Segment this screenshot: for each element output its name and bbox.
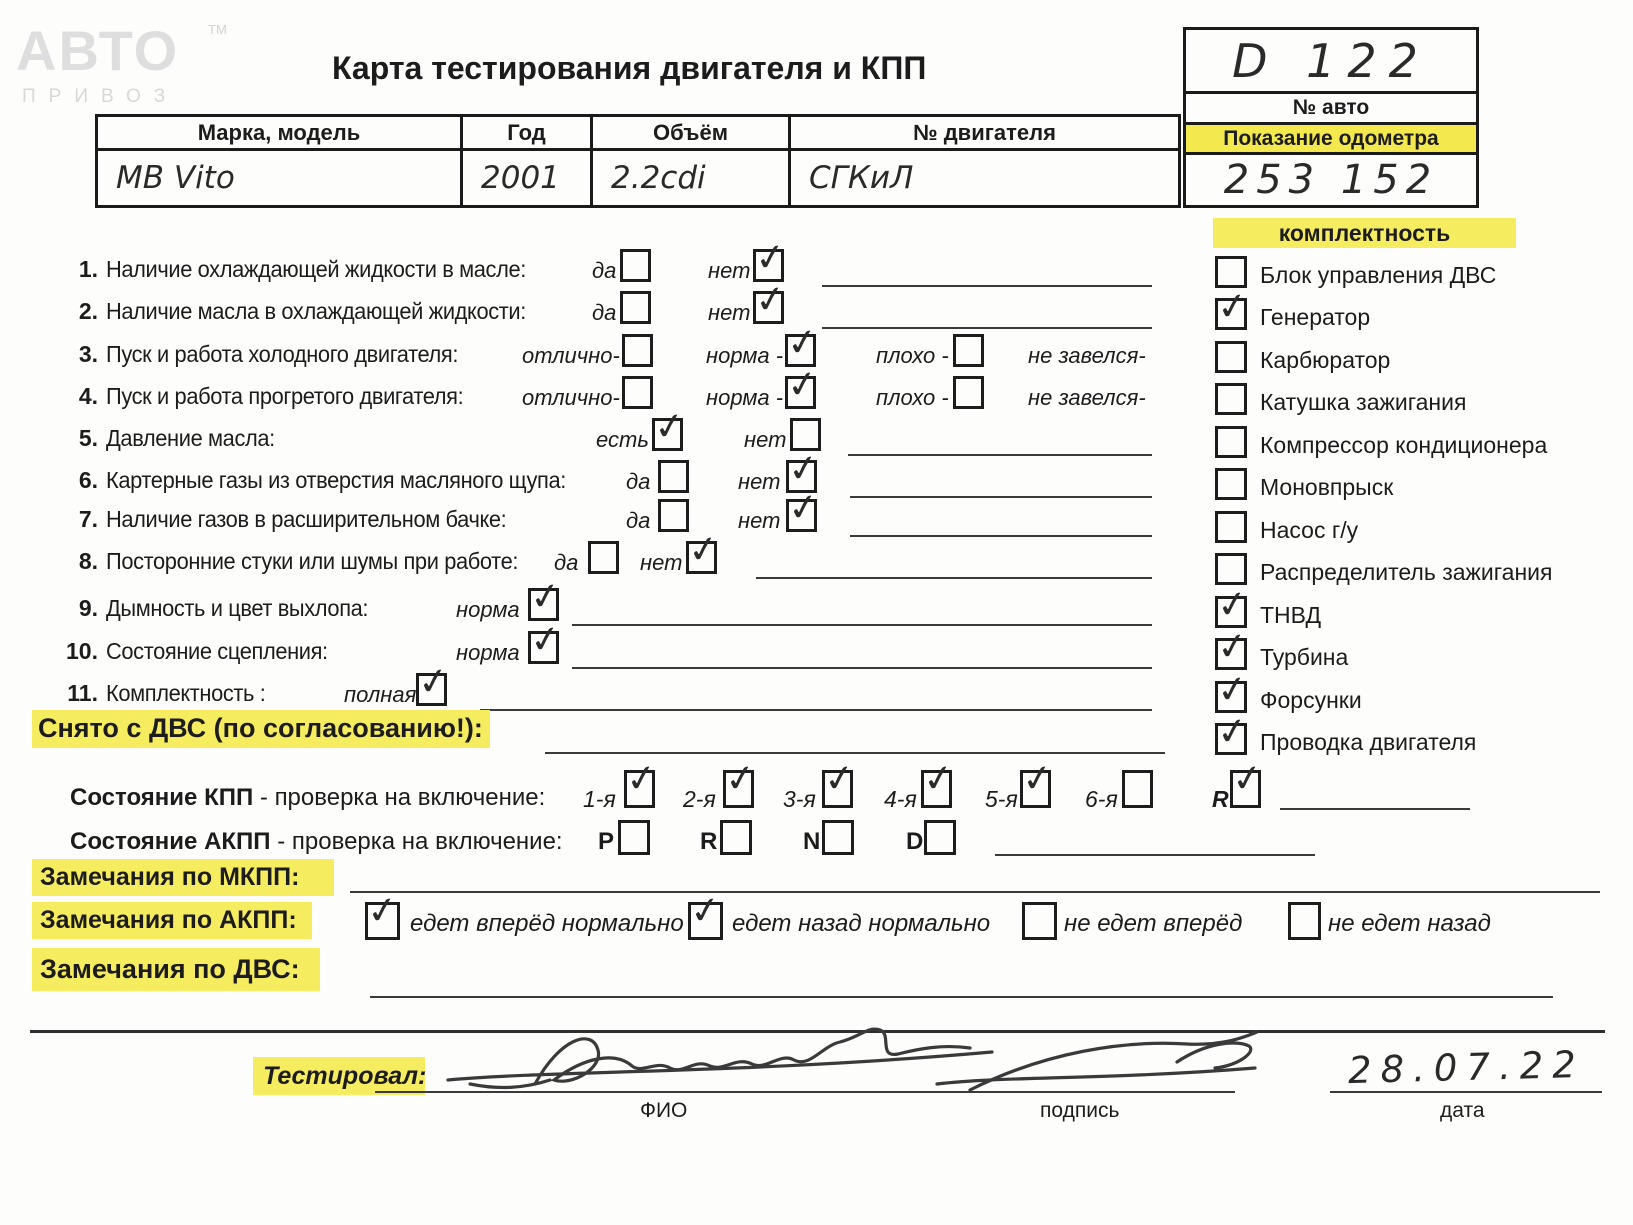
item-label: Дымность и цвет выхлопа: (106, 595, 369, 621)
position-label-n: N (803, 828, 821, 855)
checkbox-gear-6[interactable] (1122, 770, 1153, 808)
tester-signature (925, 1030, 1265, 1100)
equipment-label: Компрессор кондиционера (1260, 432, 1548, 458)
option-label-norma: норма - (706, 343, 784, 368)
gear-label-4: 4-я (884, 786, 917, 812)
remarks-mkpp-label: Замечания по МКПП: (32, 859, 334, 896)
checkbox-position-p[interactable] (618, 820, 650, 855)
col-header-volume: Объём (593, 117, 788, 151)
fill-line[interactable] (995, 854, 1315, 856)
checkbox-no-forward[interactable] (1022, 902, 1057, 940)
option-label-otlichno: отлично- (522, 343, 620, 368)
checkbox-da[interactable] (658, 499, 689, 532)
equipment-label: Насос г/у (1260, 517, 1359, 543)
position-label-r: R (700, 828, 718, 855)
option-label-net: нет (640, 550, 683, 575)
equipment-label: Проводка двигателя (1260, 729, 1477, 755)
item-label: Состояние сцепления: (106, 638, 328, 664)
gear-label-2: 2-я (683, 786, 716, 812)
auto-gearbox-label-rest: - проверка на включение: (270, 828, 563, 855)
engine-number-value: СГКиЛ (809, 160, 914, 196)
checkbox-ploho[interactable] (953, 376, 984, 409)
item-number: 6. (78, 467, 98, 493)
option-label-da: да (592, 258, 617, 283)
checkbox-gear-3[interactable] (822, 770, 853, 808)
checkbox-otlichno[interactable] (622, 334, 653, 367)
fill-line[interactable] (545, 752, 1165, 754)
akpp-option-label: не едет вперёд (1064, 910, 1243, 937)
item-label: Картерные газы из отверстия масляного щупа: (106, 467, 566, 493)
item-number: 1. (78, 256, 98, 282)
item-number: 8. (78, 548, 98, 574)
year-value: 2001 (481, 160, 560, 196)
gear-label-r: R (1212, 786, 1229, 812)
option-label-otlichno: отлично- (522, 385, 620, 410)
item-label: Комплектность : (106, 680, 266, 706)
col-header-engine-number: № двигателя (791, 117, 1178, 151)
checkbox-engine-wiring[interactable] (1215, 723, 1247, 755)
brand-logo: АВТО (16, 19, 180, 82)
equipment-label: Распределитель зажигания (1260, 559, 1553, 585)
page-title: Карта тестирования двигателя и КПП (332, 50, 927, 86)
checkbox-polnaya[interactable] (416, 673, 447, 706)
date-label: дата (1440, 1099, 1485, 1122)
brand-tm-mark: ТМ (208, 22, 227, 37)
brand-sub-label: ПРИВОЗ (22, 86, 179, 107)
gear-label-6: 6-я (1085, 786, 1118, 812)
item-label: Наличие охлаждающей жидкости в масле: (106, 256, 526, 282)
item-number: 11. (67, 680, 98, 706)
test-item-row-1 (0, 255, 1633, 295)
checkbox-da[interactable] (620, 291, 651, 324)
checkbox-est[interactable] (652, 418, 683, 451)
option-label-ne-zavelsya: не завелся- (1028, 385, 1146, 410)
item-label: Давление масла: (106, 425, 275, 451)
test-item-row-10 (0, 637, 1633, 677)
checkbox-net[interactable] (786, 499, 817, 532)
test-item-row-4 (0, 382, 1633, 422)
fill-line[interactable] (370, 996, 1553, 998)
item-label: Пуск и работа прогретого двигателя: (106, 383, 464, 409)
make-value: MB Vito (116, 160, 235, 196)
remarks-akpp-label: Замечания по АКПП: (32, 902, 312, 939)
fill-line[interactable] (572, 667, 1152, 669)
fill-line[interactable] (1280, 808, 1470, 810)
option-label-ploho: плохо - (876, 343, 949, 368)
checkbox-drives-forward[interactable] (365, 902, 400, 940)
option-label-polnaya: полная (344, 682, 417, 707)
auto-number-value: D 122 (1232, 33, 1430, 88)
option-label-norma: норма - (706, 385, 784, 410)
vehicle-table (95, 114, 1181, 208)
item-label: Посторонние стуки или шумы при работе: (106, 548, 519, 574)
checkbox-otlichno[interactable] (622, 376, 653, 409)
date-line[interactable] (1330, 1091, 1602, 1093)
fill-line[interactable] (480, 709, 1152, 711)
fill-line[interactable] (756, 577, 1152, 579)
gear-label-1: 1-я (583, 786, 616, 812)
checkbox-gear-1[interactable] (624, 770, 655, 808)
test-item-row-8 (0, 547, 1633, 587)
checkbox-position-d[interactable] (924, 820, 956, 855)
option-label-est: есть (596, 427, 649, 452)
option-label-net: нет (708, 258, 751, 283)
col-header-year: Год (463, 117, 590, 151)
akpp-option-label: едет назад нормально (732, 910, 991, 937)
fill-line[interactable] (572, 624, 1152, 626)
removed-from-engine-label: Снято с ДВС (по согласованию!): (32, 710, 490, 748)
option-label-net: нет (738, 508, 781, 533)
checkbox-position-r[interactable] (720, 820, 752, 855)
fill-line[interactable] (822, 327, 1152, 329)
equipment-label: Карбюратор (1260, 347, 1391, 373)
checkbox-gear-5[interactable] (1020, 770, 1051, 808)
equipment-label: Турбина (1260, 644, 1349, 670)
odometer-value: 253 152 (1186, 152, 1476, 205)
checkbox-da[interactable] (588, 541, 619, 574)
signature-label: подпись (1040, 1099, 1120, 1122)
fill-line[interactable] (848, 454, 1152, 456)
fill-line[interactable] (850, 535, 1152, 537)
fill-line[interactable] (350, 891, 1600, 893)
fio-label: ФИО (640, 1099, 688, 1122)
checkbox-norma[interactable] (785, 376, 816, 409)
item-number: 3. (78, 341, 98, 367)
equipment-label: Форсунки (1260, 687, 1362, 713)
tested-by-label: Тестировал: (253, 1057, 425, 1095)
gearbox-label-rest: - проверка на включение: (253, 784, 546, 811)
checkbox-norma[interactable] (528, 631, 559, 664)
option-label-da: да (626, 508, 651, 533)
item-number: 5. (78, 425, 98, 451)
fill-line[interactable] (822, 285, 1152, 287)
equipment-header: комплектность (1213, 218, 1516, 248)
option-label-net: нет (744, 427, 787, 452)
col-header-make: Марка, модель (98, 117, 460, 151)
equipment-label: Катушка зажигания (1260, 389, 1467, 415)
equipment-label: Блок управления ДВС (1260, 262, 1497, 288)
item-label: Наличие газов в расширительном бачке: (106, 506, 507, 532)
akpp-options-row (0, 900, 1633, 944)
test-item-row-7 (0, 505, 1633, 545)
gear-label-5: 5-я (985, 786, 1018, 812)
checkbox-gear-r[interactable] (1230, 770, 1261, 808)
item-label: Пуск и работа холодного двигателя: (106, 341, 459, 367)
option-label-da: да (592, 300, 617, 325)
volume-value: 2.2cdi (611, 160, 706, 196)
position-label-p: P (598, 828, 615, 855)
checkbox-net[interactable] (686, 541, 717, 574)
equipment-label: Моновпрыск (1260, 474, 1394, 500)
checkbox-gear-2[interactable] (723, 770, 754, 808)
gearbox-check-row (0, 768, 1633, 820)
item-number: 4. (78, 383, 98, 409)
odometer-label: Показание одометра (1186, 122, 1476, 152)
option-label-da: да (554, 550, 579, 575)
option-label-net: нет (708, 300, 751, 325)
fill-line[interactable] (850, 496, 1152, 498)
item-number: 9. (78, 595, 98, 621)
item-number: 2. (78, 298, 98, 324)
checkbox-drives-backward[interactable] (688, 902, 723, 940)
remarks-dvs-label: Замечания по ДВС: (32, 948, 320, 991)
equipment-label: Генератор (1260, 304, 1371, 330)
gearbox-label: Состояние КПП (70, 784, 254, 811)
option-label-ploho: плохо - (876, 385, 949, 410)
checkbox-net[interactable] (753, 291, 784, 324)
checkbox-no-backward[interactable] (1288, 902, 1321, 940)
position-label-d: D (906, 828, 924, 855)
checkbox-ploho[interactable] (953, 334, 984, 367)
checkbox-position-n[interactable] (822, 820, 854, 855)
option-label-da: да (626, 469, 651, 494)
auto-number-box (1183, 27, 1479, 208)
date-value: 28.07.22 (1347, 1042, 1586, 1093)
auto-number-label: № авто (1186, 91, 1476, 122)
option-label-net: нет (738, 469, 781, 494)
gear-label-3: 3-я (783, 786, 816, 812)
item-label: Наличие масла в охлаждающей жидкости: (106, 298, 526, 324)
akpp-option-label: едет вперёд нормально (410, 910, 684, 937)
item-number: 7. (78, 506, 98, 532)
option-label-norma: норма (456, 640, 520, 665)
option-label-norma: норма (456, 597, 520, 622)
test-item-row-9 (0, 594, 1633, 634)
checkbox-da[interactable] (658, 460, 689, 493)
checkbox-da[interactable] (620, 249, 651, 282)
akpp-option-label: не едет назад (1328, 910, 1491, 937)
item-number: 10. (66, 638, 98, 664)
auto-gearbox-label: Состояние АКПП (70, 828, 271, 855)
equipment-label: ТНВД (1260, 602, 1322, 628)
tester-name-signature (440, 1022, 1000, 1097)
checkbox-gear-4[interactable] (921, 770, 952, 808)
option-label-ne-zavelsya: не завелся- (1028, 343, 1146, 368)
